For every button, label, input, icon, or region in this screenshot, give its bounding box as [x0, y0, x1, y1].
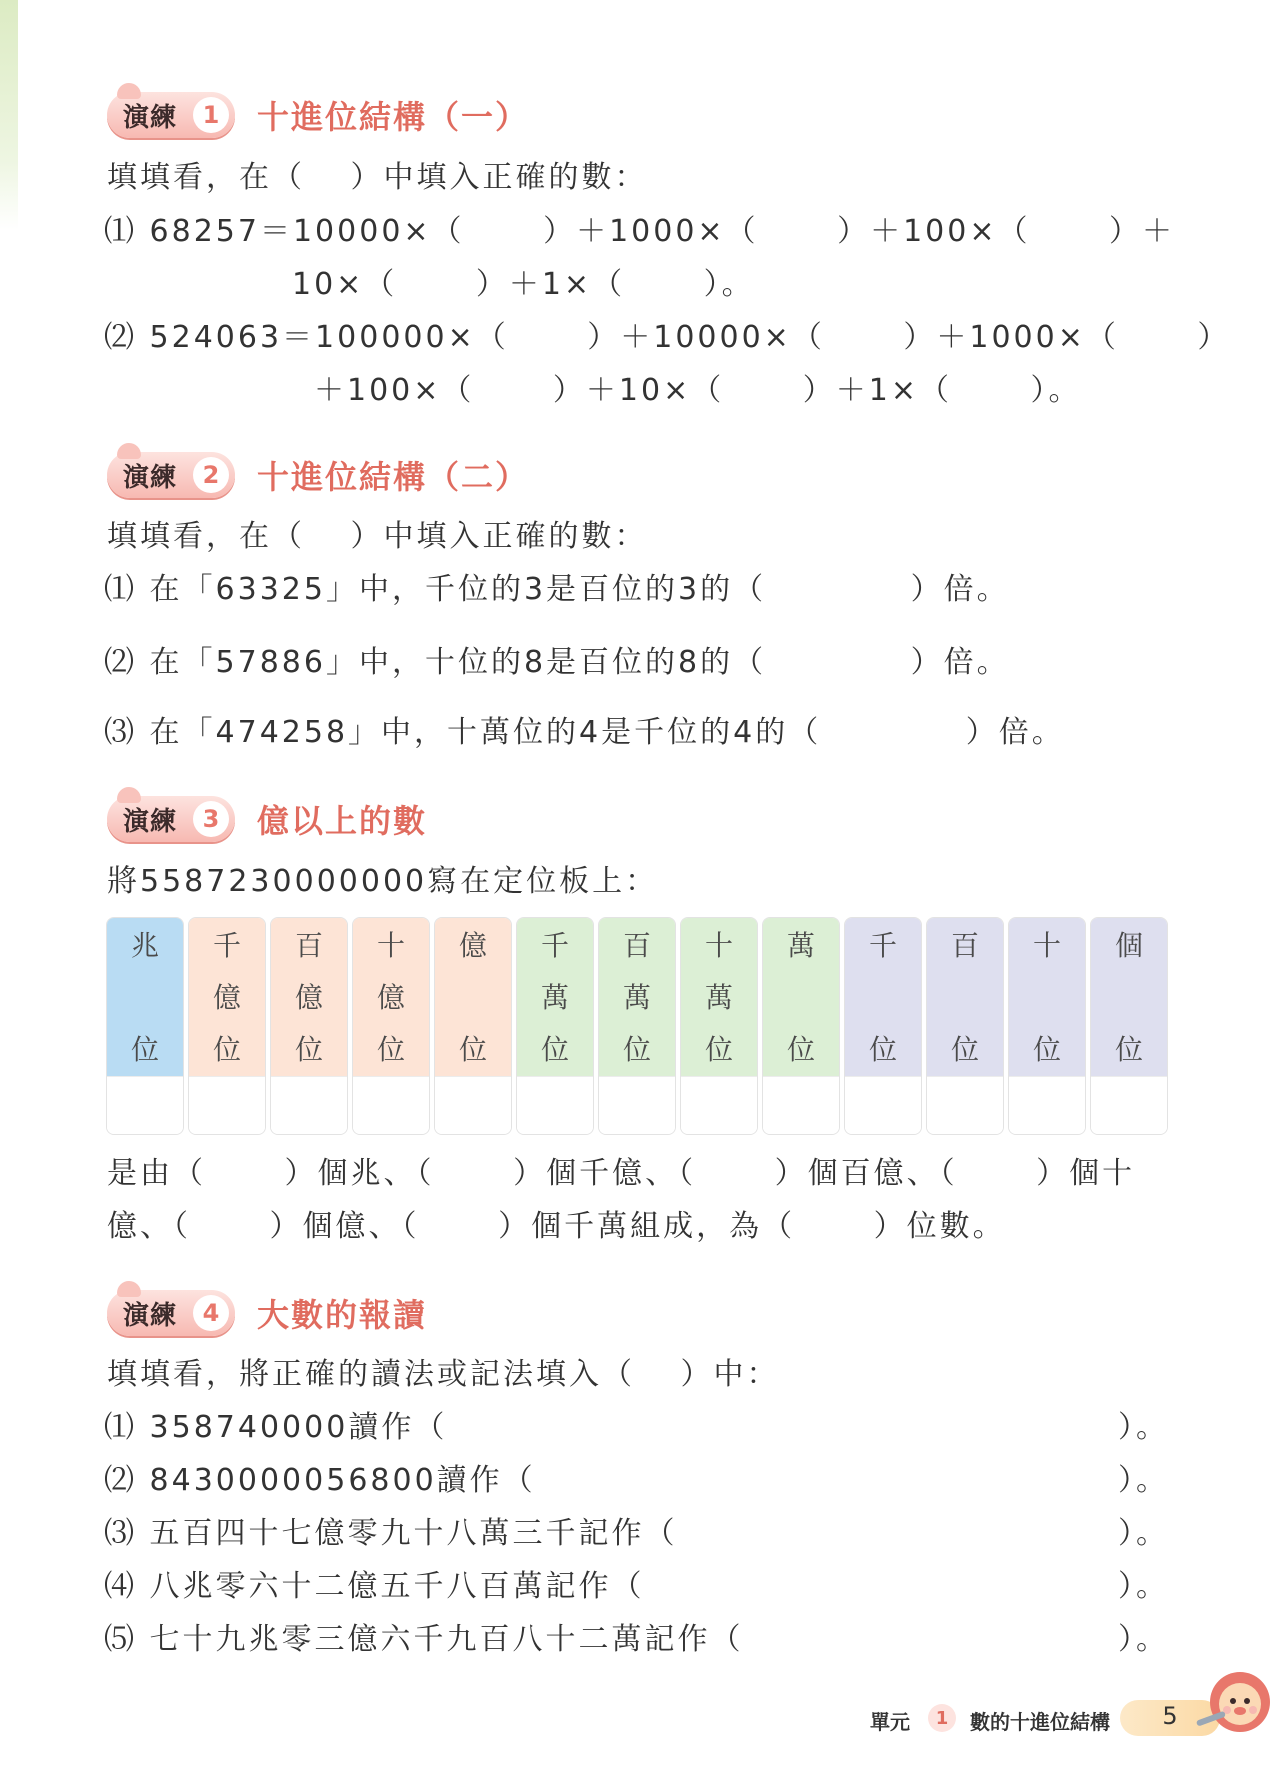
s4-question-5: ⑸ 七十九兆零三億六千九百八十二萬記作（	[104, 1622, 744, 1657]
place-value-answer-box[interactable]	[189, 1076, 265, 1134]
place-value-label	[1091, 918, 1167, 1076]
s3-answer-line-2: 億、（ ）個億、（ ）個千萬組成，為（ ）位數。	[107, 1209, 1006, 1244]
place-value-char: 萬	[786, 929, 815, 962]
footer-unit-number: 1	[928, 1704, 956, 1732]
section-4-header	[107, 1284, 427, 1342]
place-value-label	[1009, 918, 1085, 1076]
place-value-char: 十	[1032, 929, 1061, 962]
s4-question-4-end: ）。	[1118, 1569, 1169, 1604]
s1-question-1-line-2: 10×（ ）＋1×（ ）。	[292, 267, 755, 302]
place-value-char: 萬	[704, 981, 733, 1014]
s1-question-1-line-1: ⑴ 68257＝10000×（ ）＋1000×（ ）＋100×（ ）＋	[104, 214, 1176, 249]
s4-question-2: ⑵ 8430000056800讀作（	[104, 1463, 536, 1498]
place-value-char: 十	[704, 929, 733, 962]
place-value-answer-box[interactable]	[927, 1076, 1003, 1134]
place-value-column	[926, 917, 1004, 1135]
place-value-char: 位	[376, 1033, 405, 1066]
section-label: 演練	[123, 806, 178, 837]
place-value-column	[762, 917, 840, 1135]
place-value-char: 位	[1114, 1033, 1143, 1066]
section-label: 演練	[123, 102, 178, 133]
s2-instruction: 填填看，在（ ）中填入正確的數：	[107, 519, 648, 554]
s4-question-1-end: ）。	[1118, 1410, 1169, 1445]
section-title: 十進位結構（一）	[257, 98, 530, 136]
section-3-header	[107, 790, 427, 848]
place-value-char: 位	[294, 1033, 323, 1066]
place-value-char: 百	[622, 929, 651, 962]
place-value-char: 十	[376, 929, 405, 962]
place-value-column	[680, 917, 758, 1135]
s4-instruction: 填填看，將正確的讀法或記法填入（ ）中：	[107, 1357, 780, 1392]
place-value-answer-box[interactable]	[681, 1076, 757, 1134]
footer-unit-label: 單元	[870, 1710, 910, 1734]
place-value-char: 位	[950, 1033, 979, 1066]
place-value-char: 位	[212, 1033, 241, 1066]
place-value-column	[352, 917, 430, 1135]
place-value-column	[1008, 917, 1086, 1135]
place-value-label	[927, 918, 1003, 1076]
section-label-pill	[107, 1290, 235, 1336]
place-value-label	[189, 918, 265, 1076]
s1-question-2-line-2: ＋100×（ ）＋10×（ ）＋1×（ ）。	[314, 373, 1082, 408]
s2-question-2: ⑵ 在「57886」中，十位的8是百位的8的（ ）倍。	[104, 645, 1010, 680]
place-value-char: 千	[212, 929, 241, 962]
s3-answer-line-1: 是由（ ）個兆、（ ）個千億、（ ）個百億、（ ）個十	[107, 1156, 1136, 1191]
place-value-char: 萬	[622, 981, 651, 1014]
place-value-column	[434, 917, 512, 1135]
place-value-label	[271, 918, 347, 1076]
section-title: 十進位結構（二）	[257, 458, 530, 496]
section-2-header	[107, 446, 529, 504]
place-value-column	[1090, 917, 1168, 1135]
place-value-answer-box[interactable]	[435, 1076, 511, 1134]
section-label-pill	[107, 452, 235, 498]
place-value-column	[844, 917, 922, 1135]
s1-instruction: 填填看，在（ ）中填入正確的數：	[107, 160, 648, 195]
s4-question-3: ⑶ 五百四十七億零九十八萬三千記作（	[104, 1516, 678, 1551]
section-number: 1	[193, 97, 229, 133]
place-value-char: 位	[868, 1033, 897, 1066]
place-value-label	[353, 918, 429, 1076]
place-value-answer-box[interactable]	[517, 1076, 593, 1134]
section-label-pill	[107, 92, 235, 138]
place-value-char: 位	[622, 1033, 651, 1066]
place-value-char: 千	[540, 929, 569, 962]
place-value-label	[599, 918, 675, 1076]
place-value-char: 億	[294, 981, 323, 1014]
place-value-column	[188, 917, 266, 1135]
s4-question-5-end: ）。	[1118, 1622, 1169, 1657]
section-label-pill	[107, 796, 235, 842]
place-value-column	[270, 917, 348, 1135]
place-value-answer-box[interactable]	[1009, 1076, 1085, 1134]
section-label: 演練	[123, 1300, 178, 1331]
place-value-answer-box[interactable]	[1091, 1076, 1167, 1134]
section-title: 億以上的數	[257, 802, 428, 840]
place-value-char: 位	[130, 1033, 159, 1066]
place-value-char: 萬	[540, 981, 569, 1014]
place-value-char: 位	[540, 1033, 569, 1066]
section-number: 3	[193, 801, 229, 837]
place-value-char: 位	[1032, 1033, 1061, 1066]
page-number: 5	[1162, 1702, 1178, 1730]
s2-question-3: ⑶ 在「474258」中，十萬位的4是千位的4的（ ）倍。	[104, 715, 1065, 750]
place-value-board	[106, 917, 1168, 1135]
place-value-char: 千	[868, 929, 897, 962]
s4-question-3-end: ）。	[1118, 1516, 1169, 1551]
place-value-char: 億	[458, 929, 487, 962]
place-value-column	[598, 917, 676, 1135]
s1-question-2-line-1: ⑵ 524063＝100000×（ ）＋10000×（ ）＋1000×（ ）	[104, 320, 1231, 355]
section-title: 大數的報讀	[257, 1296, 428, 1334]
place-value-char: 百	[294, 929, 323, 962]
place-value-label	[681, 918, 757, 1076]
s4-question-1: ⑴ 358740000讀作（	[104, 1410, 448, 1445]
place-value-char: 位	[458, 1033, 487, 1066]
place-value-char: 兆	[130, 929, 159, 962]
s4-question-4: ⑷ 八兆零六十二億五千八百萬記作（	[104, 1569, 645, 1604]
section-label: 演練	[123, 462, 178, 493]
place-value-label	[107, 918, 183, 1076]
section-number: 4	[193, 1295, 229, 1331]
place-value-answer-box[interactable]	[107, 1076, 183, 1134]
s3-instruction: 將5587230000000寫在定位板上：	[107, 864, 659, 899]
place-value-answer-box[interactable]	[599, 1076, 675, 1134]
place-value-answer-box[interactable]	[763, 1076, 839, 1134]
s4-question-2-end: ）。	[1118, 1463, 1169, 1498]
section-number: 2	[193, 457, 229, 493]
place-value-char: 百	[950, 929, 979, 962]
lion-mascot-icon	[1190, 1664, 1276, 1746]
side-color-strip	[0, 0, 18, 230]
place-value-label	[517, 918, 593, 1076]
place-value-label	[763, 918, 839, 1076]
place-value-char: 個	[1114, 929, 1143, 962]
place-value-answer-box[interactable]	[271, 1076, 347, 1134]
s2-question-1: ⑴ 在「63325」中，千位的3是百位的3的（ ）倍。	[104, 572, 1010, 607]
footer-unit-title: 數的十進位結構	[970, 1710, 1110, 1734]
place-value-char: 位	[786, 1033, 815, 1066]
place-value-char: 位	[704, 1033, 733, 1066]
place-value-label	[435, 918, 511, 1076]
place-value-answer-box[interactable]	[353, 1076, 429, 1134]
place-value-column	[516, 917, 594, 1135]
place-value-char: 億	[376, 981, 405, 1014]
section-1-header	[107, 86, 529, 144]
place-value-char: 億	[212, 981, 241, 1014]
place-value-column	[106, 917, 184, 1135]
place-value-answer-box[interactable]	[845, 1076, 921, 1134]
place-value-label	[845, 918, 921, 1076]
